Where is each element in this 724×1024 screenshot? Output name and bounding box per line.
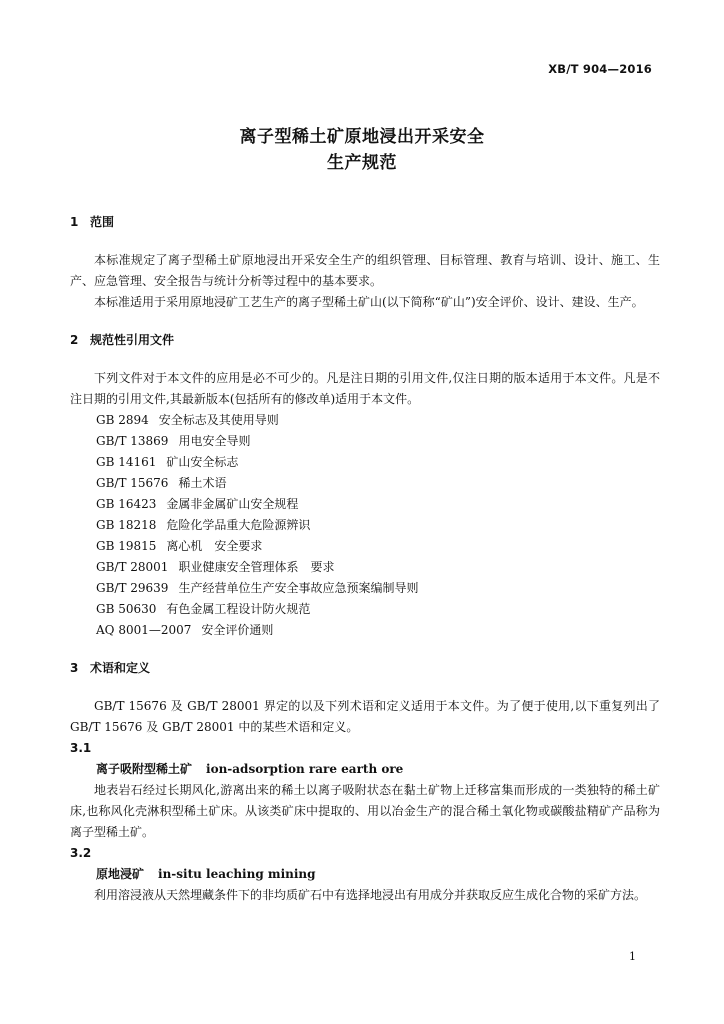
reference-item — [96, 599, 660, 620]
section-title: 范围 — [90, 215, 115, 229]
standard-code: XB/T 904—2016 — [548, 62, 652, 76]
reference-code: GB 2894 — [96, 413, 149, 427]
reference-code: GB 14161 — [96, 455, 157, 469]
term-name-zh: 原地浸矿 — [96, 867, 145, 881]
term-definition: 地表岩石经过长期风化,游离出来的稀土以离子吸附状态在黏土矿物上迁移富集而形成的一类独特的稀土矿床,也称风化壳淋积型稀土矿床。从该类矿床中提取的、用以冶金生产的混合稀土氧化物或碳酸盐精矿产品称为离子型稀土矿。 — [70, 783, 660, 839]
reference-item — [96, 431, 660, 452]
terms-intro: GB/T 15676 及 GB/T 28001 界定的以及下列术语和定义适用于本文件。为了便于使用,以下重复列出了 GB/T 15676 及 GB/T 28001 中的某些术语和定义。 — [70, 699, 660, 734]
reference-code: GB 18218 — [96, 518, 157, 532]
term-number: 3.2 — [70, 846, 92, 860]
reference-code: AQ 8001—2007 — [96, 623, 192, 637]
normative-intro: 下列文件对于本文件的应用是必不可少的。凡是注日期的引用文件,仅注日期的版本适用于本文件。凡是不注日期的引用文件,其最新版本(包括所有的修改单)适用于本文件。 — [70, 371, 660, 406]
reference-item — [96, 557, 660, 578]
reference-item — [96, 473, 660, 494]
reference-item — [96, 536, 660, 557]
reference-title: 稀土术语 — [178, 476, 227, 490]
reference-code: GB 50630 — [96, 602, 157, 616]
reference-title: 职业健康安全管理体系 要求 — [178, 560, 335, 574]
document-title — [0, 124, 724, 176]
reference-code: GB/T 28001 — [96, 560, 169, 574]
reference-title: 矿山安全标志 — [166, 455, 239, 469]
term-name — [96, 759, 660, 780]
term-name-en: in-situ leaching mining — [158, 867, 316, 881]
section-title: 术语和定义 — [90, 661, 151, 675]
term-name-en: ion-adsorption rare earth ore — [206, 762, 404, 776]
section-heading-terms — [70, 658, 660, 679]
reference-title: 危险化学品重大危险源辨识 — [166, 518, 311, 532]
section-spacer — [70, 313, 660, 330]
reference-code: GB/T 15676 — [96, 476, 169, 490]
reference-title: 安全标志及其使用导则 — [158, 413, 279, 427]
reference-code: GB 19815 — [96, 539, 157, 553]
reference-code: GB 16423 — [96, 497, 157, 511]
term-name-zh: 离子吸附型稀土矿 — [96, 762, 193, 776]
reference-item — [96, 452, 660, 473]
title-line-2: 生产规范 — [327, 153, 397, 173]
term-number: 3.1 — [70, 741, 92, 755]
term-name — [96, 864, 660, 885]
section-number: 1 — [70, 215, 79, 229]
reference-title: 生产经营单位生产安全事故应急预案编制导则 — [178, 581, 419, 595]
term-definition: 利用溶浸液从天然埋藏条件下的非均质矿石中有选择地浸出有用成分并获取反应生成化合物的采矿方法。 — [94, 888, 647, 902]
document-body — [70, 212, 660, 906]
section-spacer — [70, 641, 660, 658]
reference-item — [96, 515, 660, 536]
page-number: 1 — [629, 950, 636, 963]
reference-item — [96, 620, 660, 641]
reference-title: 有色金属工程设计防火规范 — [166, 602, 311, 616]
reference-title: 离心机 安全要求 — [166, 539, 263, 553]
section-number: 3 — [70, 661, 79, 675]
scope-paragraph-1: 本标准规定了离子型稀土矿原地浸出开采安全生产的组织管理、目标管理、教育与培训、设计、施工、生产、应急管理、安全报告与统计分析等过程中的基本要求。 — [70, 253, 660, 288]
reference-item — [96, 494, 660, 515]
scope-paragraph-2: 本标准适用于采用原地浸矿工艺生产的离子型稀土矿山(以下简称“矿山”)安全评价、设计、建设、生产。 — [94, 295, 644, 309]
section-heading-normative — [70, 330, 660, 351]
section-title: 规范性引用文件 — [90, 333, 175, 347]
reference-title: 安全评价通则 — [201, 623, 274, 637]
reference-code: GB/T 13869 — [96, 434, 169, 448]
title-line-1: 离子型稀土矿原地浸出开采安全 — [239, 127, 485, 147]
section-heading-scope — [70, 212, 660, 233]
reference-title: 用电安全导则 — [178, 434, 251, 448]
reference-code: GB/T 29639 — [96, 581, 169, 595]
section-number: 2 — [70, 333, 79, 347]
reference-title: 金属非金属矿山安全规程 — [166, 497, 299, 511]
reference-item — [96, 578, 660, 599]
reference-item — [96, 410, 660, 431]
